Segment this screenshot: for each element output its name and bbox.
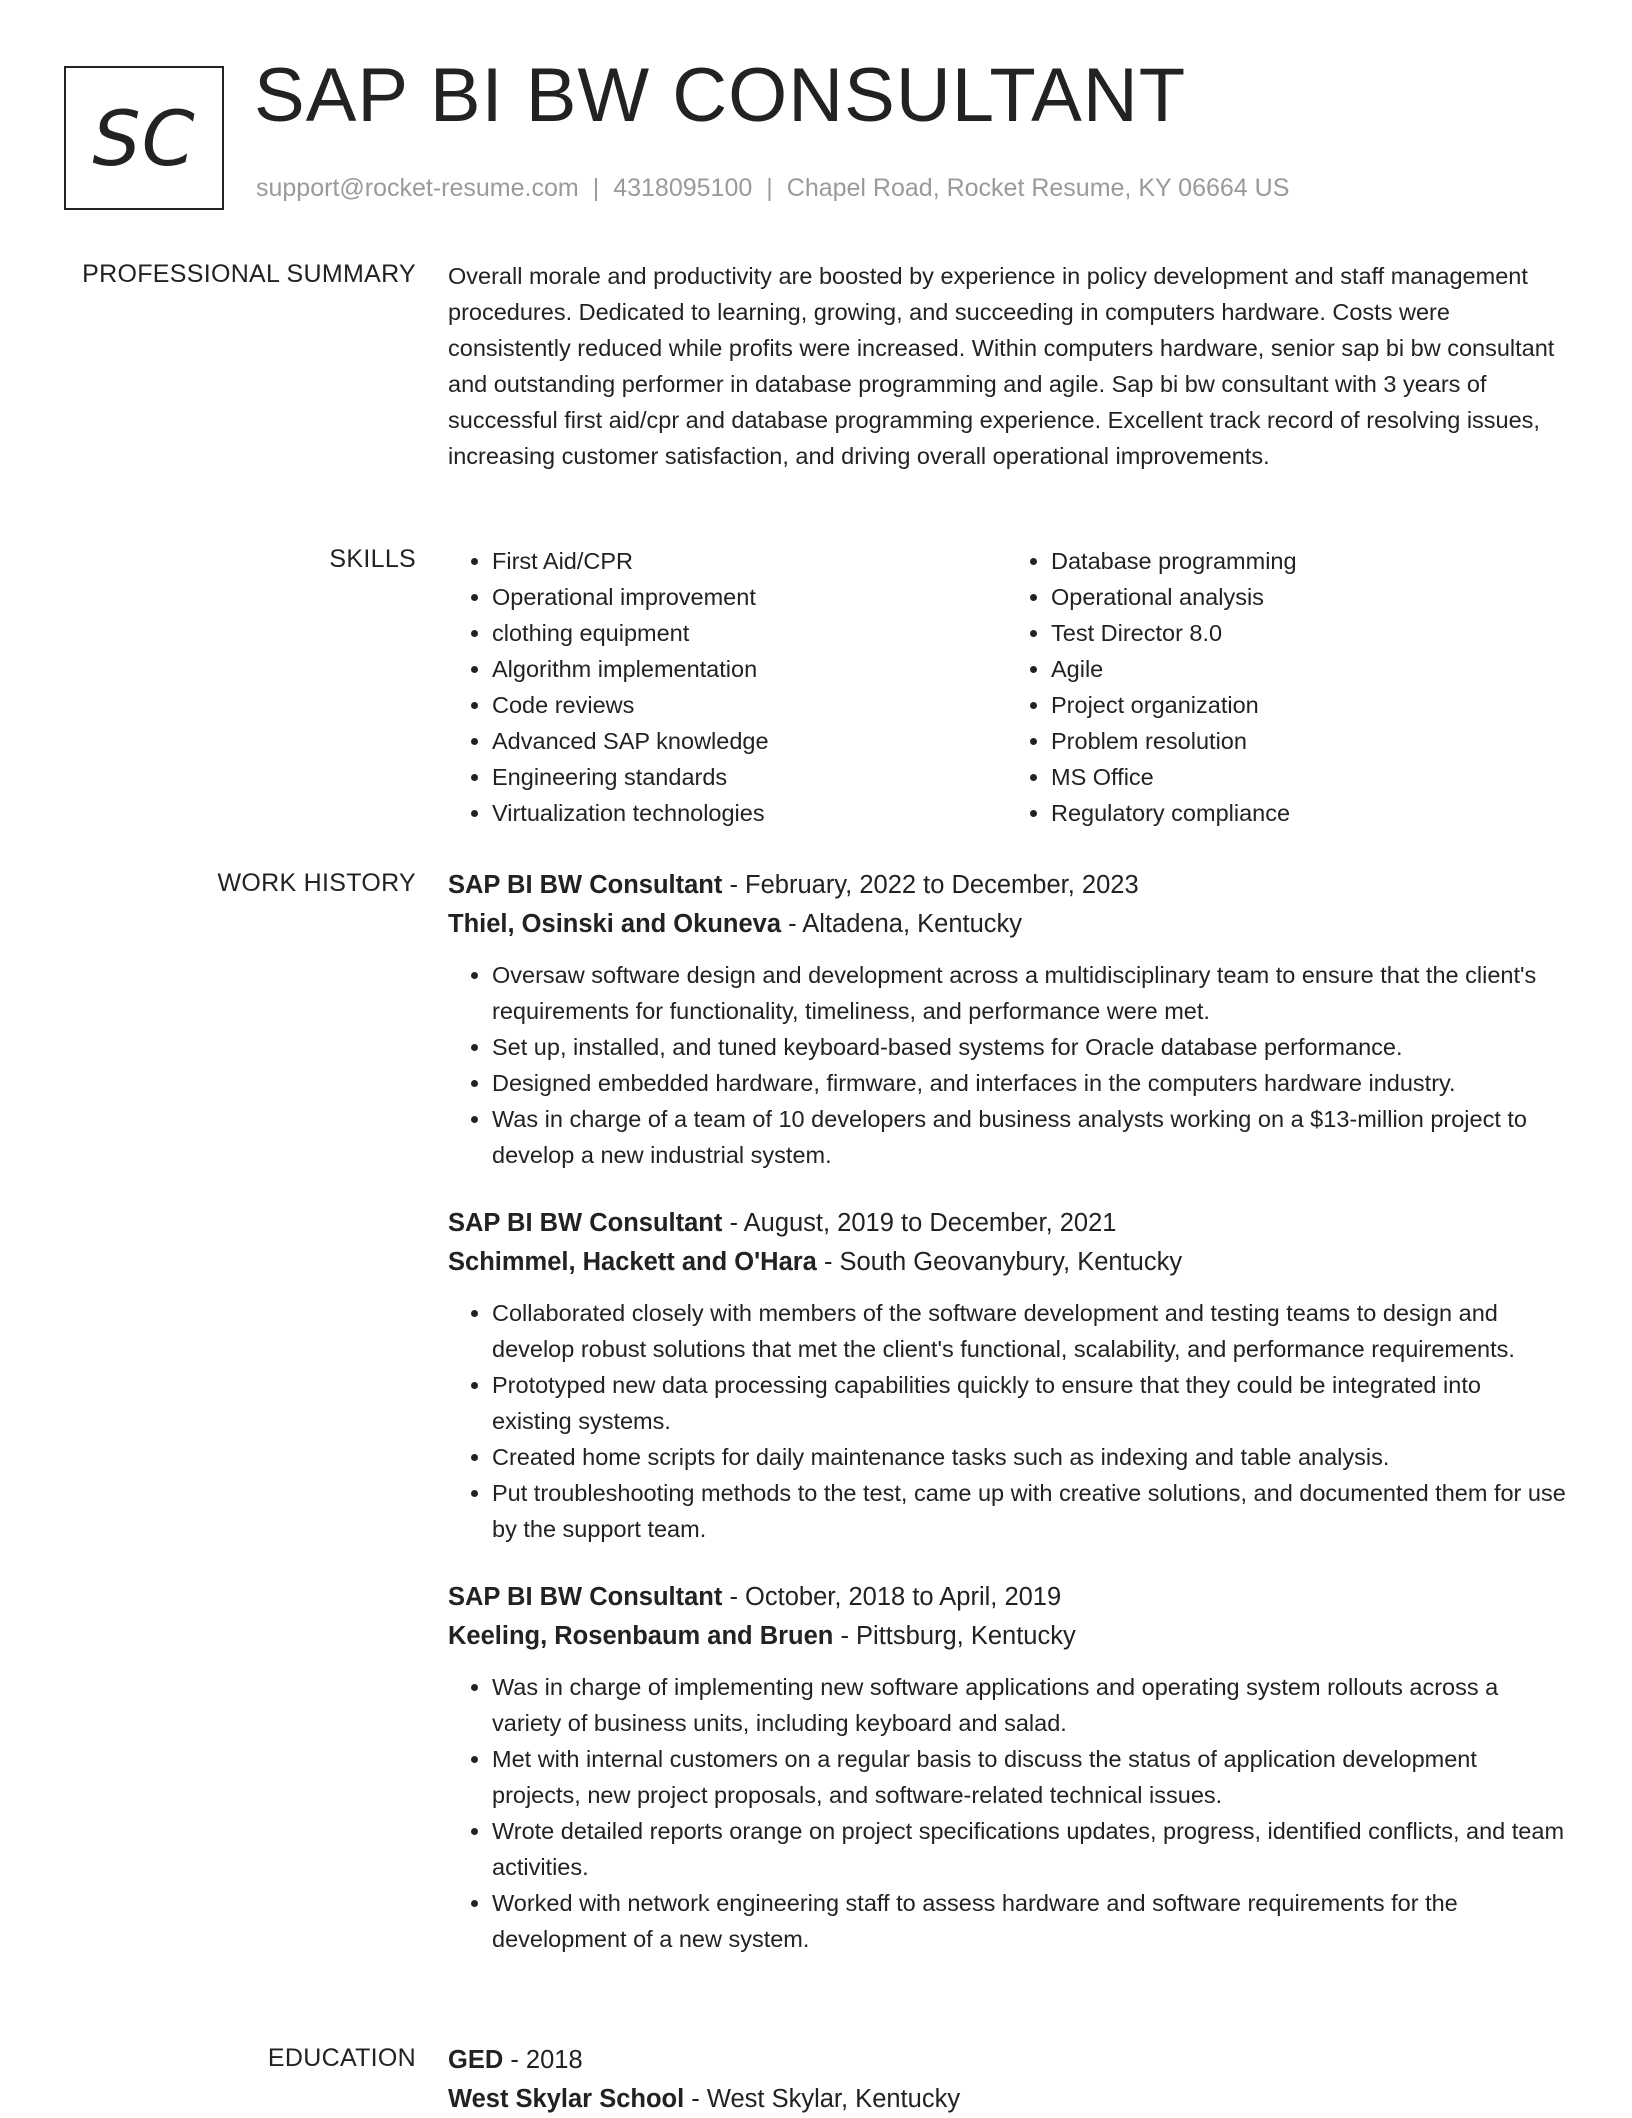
- education-location: - West Skylar, Kentucky: [684, 2085, 961, 2113]
- contact-line: [256, 174, 1289, 203]
- job-bullet: • Set up, installed, and tuned keyboard-based systems for Oracle database performance.: [492, 1029, 1566, 1065]
- skill-item: • Agile: [1051, 651, 1566, 687]
- contact-address: Chapel Road, Rocket Resume, KY 06664 US: [786, 174, 1290, 202]
- skills-columns: [448, 543, 1566, 831]
- summary-heading: PROFESSIONAL SUMMARY: [82, 260, 416, 288]
- job-bullet: • Created home scripts for daily maintenance tasks such as indexing and table analysis.: [492, 1439, 1566, 1475]
- summary-body: [448, 258, 1566, 474]
- contact-separator: |: [766, 174, 773, 202]
- job-bullet: • Wrote detailed reports orange on project specifications updates, progress, identified conflicts, and team activities.: [492, 1813, 1566, 1885]
- education-school-line: [448, 2080, 1566, 2118]
- job-title: SAP BI BW Consultant: [448, 1583, 723, 1611]
- job-bullet: • Met with internal customers on a regular basis to discuss the status of application development projects, new project proposals, and software-related technical issues.: [492, 1741, 1566, 1813]
- skill-item: • clothing equipment: [492, 615, 1007, 651]
- job-bullet: • Was in charge of a team of 10 developers and business analysts working on a $13-million project to develop a new industrial system.: [492, 1101, 1566, 1173]
- monogram-box: [64, 66, 224, 210]
- job-bullets: [448, 1669, 1566, 1957]
- job-bullet: • Prototyped new data processing capabilities quickly to ensure that they could be integrated into existing systems.: [492, 1367, 1566, 1439]
- skill-item: • Engineering standards: [492, 759, 1007, 795]
- skill-item: • Code reviews: [492, 687, 1007, 723]
- job-title-line: [448, 1203, 1566, 1243]
- education-heading: EDUCATION: [267, 2044, 416, 2072]
- skill-item: • First Aid/CPR: [492, 543, 1007, 579]
- education-school: West Skylar School: [448, 2085, 685, 2113]
- job-company-line: [448, 1243, 1566, 1281]
- education-degree: GED: [448, 2046, 504, 2074]
- job-bullet: • Was in charge of implementing new software applications and operating system rollouts across a variety of business units, including keyboard and salad.: [492, 1669, 1566, 1741]
- contact-email: support@rocket-resume.com: [256, 174, 579, 202]
- skills-list-right: [1007, 543, 1566, 831]
- education-year: - 2018: [503, 2046, 583, 2074]
- skills-list-left: [448, 543, 1007, 831]
- skill-item: • MS Office: [1051, 759, 1566, 795]
- work-history-body: [448, 865, 1566, 1987]
- contact-phone: 4318095100: [613, 174, 753, 202]
- job-dates: - February, 2022 to December, 2023: [722, 871, 1139, 899]
- skill-item: • Problem resolution: [1051, 723, 1566, 759]
- job-bullet: • Collaborated closely with members of the software development and testing teams to design and develop robust solutions that met the client's functional, scalability, and performance requirements.: [492, 1295, 1566, 1367]
- job-company-line: [448, 905, 1566, 943]
- monogram-initials: SC: [92, 93, 196, 183]
- job-dates: - August, 2019 to December, 2021: [722, 1209, 1117, 1237]
- job-entry: [448, 1203, 1566, 1547]
- skill-item: • Database programming: [1051, 543, 1566, 579]
- skill-item: • Operational improvement: [492, 579, 1007, 615]
- skill-item: • Test Director 8.0: [1051, 615, 1566, 651]
- summary-text: Overall morale and productivity are boosted by experience in policy development and staff management procedures. Dedicated to learning, growing, and succeeding in computers hardware. Costs were consistently reduced while profits were increased. Within computers hardware, senior sap bi bw consultant and outstanding performer in database programming and agile. Sap bi bw consultant with 3 years of successful first aid/cpr and database programming experience. Excellent track record of resolving issues, increasing customer satisfaction, and driving overall operational improvements.: [448, 263, 1555, 469]
- contact-separator: |: [592, 174, 600, 202]
- job-company: Thiel, Osinski and Okuneva: [448, 910, 782, 938]
- job-bullets: [448, 1295, 1566, 1547]
- job-bullet: • Put troubleshooting methods to the test, came up with creative solutions, and documented them for use by the support team.: [492, 1475, 1566, 1547]
- job-bullet: • Worked with network engineering staff to assess hardware and software requirements for the development of a new system.: [492, 1885, 1566, 1957]
- job-company: Schimmel, Hackett and O'Hara: [448, 1248, 817, 1276]
- job-title-line: [448, 865, 1566, 905]
- skill-item: • Virtualization technologies: [492, 795, 1007, 831]
- education-degree-line: [448, 2040, 1566, 2080]
- job-entry: [448, 865, 1566, 1173]
- skills-heading: SKILLS: [329, 545, 416, 573]
- candidate-title: SAP BI BW CONSULTANT: [254, 53, 1187, 138]
- job-dates: - October, 2018 to April, 2019: [722, 1583, 1062, 1611]
- work-history-heading: WORK HISTORY: [217, 869, 416, 897]
- job-bullets: [448, 957, 1566, 1173]
- job-title: SAP BI BW Consultant: [448, 1209, 723, 1237]
- education-body: [448, 2040, 1566, 2118]
- job-company-line: [448, 1617, 1566, 1655]
- job-company: Keeling, Rosenbaum and Bruen: [448, 1622, 834, 1650]
- job-location: - Pittsburg, Kentucky: [833, 1622, 1076, 1650]
- job-location: - Altadena, Kentucky: [781, 910, 1023, 938]
- job-location: - South Geovanybury, Kentucky: [816, 1248, 1183, 1276]
- skill-item: • Advanced SAP knowledge: [492, 723, 1007, 759]
- skill-item: • Operational analysis: [1051, 579, 1566, 615]
- job-title: SAP BI BW Consultant: [448, 871, 723, 899]
- job-title-line: [448, 1577, 1566, 1617]
- skill-item: • Algorithm implementation: [492, 651, 1007, 687]
- skill-item: • Project organization: [1051, 687, 1566, 723]
- job-bullet: • Designed embedded hardware, firmware, and interfaces in the computers hardware industry.: [492, 1065, 1566, 1101]
- job-entry: [448, 1577, 1566, 1957]
- skill-item: • Regulatory compliance: [1051, 795, 1566, 831]
- job-bullet: • Oversaw software design and development across a multidisciplinary team to ensure that the client's requirements for functionality, timeliness, and performance were met.: [492, 957, 1566, 1029]
